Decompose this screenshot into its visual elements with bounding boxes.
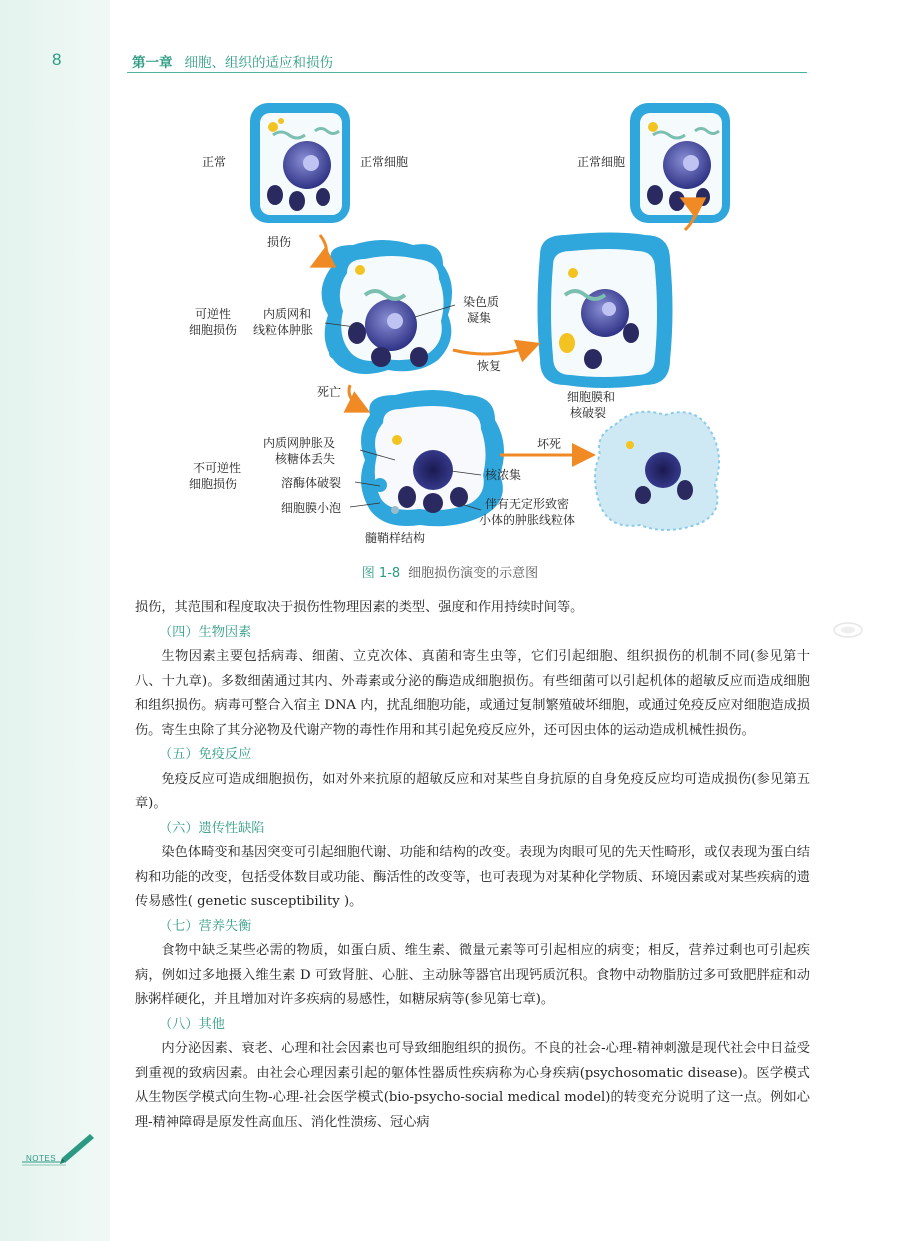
section-heading-nutrition: （七）营养失衡: [159, 918, 252, 934]
label-death: 死亡: [317, 385, 342, 399]
recovering-cell: [538, 233, 673, 389]
caption-number: 图 1-8: [361, 566, 401, 581]
label-normal: 正常: [202, 155, 227, 169]
label-bleb: 细胞膜小泡: [281, 501, 342, 515]
label-er-ribosome-2: 核糖体丢失: [275, 452, 336, 466]
label-er-mito-1: 内质网和: [263, 307, 312, 321]
label-membrane-nucleus-2: 核破裂: [570, 406, 607, 420]
section-heading-other: （八）其他: [159, 1016, 225, 1032]
chapter-title: 细胞、组织的适应和损伤: [184, 55, 333, 71]
label-er-mito-2: 线粒体肿胀: [253, 323, 314, 337]
label-lysosome: 溶酶体破裂: [281, 476, 342, 490]
running-header: [132, 51, 333, 71]
label-reversible-1: 可逆性: [195, 307, 232, 321]
irreversible-injury-cell: [361, 390, 504, 526]
label-er-ribosome-1: 内质网肿胀及: [263, 436, 336, 450]
label-irreversible-2: 细胞损伤: [189, 477, 238, 491]
label-reversible-2: 细胞损伤: [189, 323, 238, 337]
label-myelin: 髓鞘样结构: [365, 531, 426, 545]
label-membrane-nucleus-1: 细胞膜和: [567, 390, 616, 404]
normal-cell-left: [250, 103, 350, 223]
paragraph-other: 内分泌因素、衰老、心理和社会因素也可导致细胞组织的损伤。不良的社会-心理-精神刺激是现代社会中日益受到重视的致病因素。由社会心理因素引起的躯体性器质性疾病称为心身疾病(psychosomatic disease)。医学模式从生物医学模式向生物-心理-社会医学模式(bio-psycho-social medical model)的转变充分说明了这一点。例如心理-精神障碍是原发性高血压、消化性溃疡、冠心病: [135, 1041, 810, 1130]
section-heading-immune: （五）免疫反应: [159, 747, 252, 762]
section-heading-genetic: （六）遗传性缺陷: [159, 820, 265, 836]
label-amorphous-1: 伴有无定形致密: [485, 497, 570, 511]
label-recovery: 恢复: [477, 359, 502, 373]
chapter-number: 第一章: [132, 55, 173, 71]
notes-marker: [22, 1128, 102, 1168]
header-rule: [127, 72, 807, 73]
reversible-injury-cell: [322, 240, 452, 374]
paragraph-genetic: 染色体畸变和基因突变可引起细胞代谢、功能和结构的改变。表现为肉眼可见的先天性畸形，或仅表现为蛋白结构和功能的改变，包括受体数目或功能、酶活性的改变等，也可表现为对某种化学物质、环境因素或对某些疾病的遗传易感性( genetic susceptibility )。: [135, 845, 810, 909]
watermark-icon: [832, 621, 864, 639]
margin-strip: [0, 0, 110, 1241]
paragraph-immune: 免疫反应可造成细胞损伤，如对外来抗原的超敏反应和对某些自身抗原的自身免疫反应均可造成损伤(参见第五章)。: [135, 771, 810, 811]
label-pyknosis: 核浓集: [485, 468, 522, 482]
caption-text: 细胞损伤演变的示意图: [408, 566, 539, 581]
label-irreversible-1: 不可逆性: [193, 461, 242, 475]
label-normal-cell-right: 正常细胞: [577, 155, 626, 169]
page-number: 8: [52, 50, 62, 69]
section-heading-biological: （四）生物因素: [159, 624, 252, 640]
label-chromatin-1: 染色质: [463, 295, 500, 309]
paragraph-continued: 损伤，其范围和程度取决于损伤性物理因素的类型、强度和作用持续时间等。: [135, 600, 584, 615]
paragraph-biological: 生物因素主要包括病毒、细菌、立克次体、真菌和寄生虫等，它们引起细胞、组织损伤的机制不同(参见第十八、十九章)。多数细菌通过其内、外毒素或分泌的酶造成细胞损伤。有些细菌可以引起机体的超敏反应而造成细胞和组织损伤。病毒可整合入宿主 DNA 内，扰乱细胞功能，或通过复制繁殖破坏细胞，或通过免疫反应对细胞造成损伤。寄生虫除了其分泌物及代谢产物的毒性作用和其引起免疫反应外，还可因虫体的运动造成机械性损伤。: [135, 649, 810, 738]
label-necrosis: 坏死: [537, 437, 562, 451]
necrotic-cell: [595, 412, 719, 530]
cell-injury-figure: [185, 95, 745, 550]
label-injury: 损伤: [267, 235, 292, 249]
body-text: [135, 596, 810, 1135]
label-chromatin-2: 凝集: [467, 311, 492, 325]
label-normal-cell: 正常细胞: [360, 155, 409, 169]
notes-label: NOTES: [26, 1154, 57, 1163]
normal-cell-right: [630, 103, 730, 223]
figure-caption: [0, 562, 900, 581]
label-amorphous-2: 小体的肿胀线粒体: [479, 513, 576, 527]
paragraph-nutrition: 食物中缺乏某些必需的物质，如蛋白质、维生素、微量元素等可引起相应的病变；相反，营养过剩也可引起疾病，例如过多地摄入维生素 D 可致肾脏、心脏、主动脉等器官出现钙质沉积。食物中动物脂肪过多可致肥胖症和动脉粥样硬化，并且增加对许多疾病的易感性，如糖尿病等(参见第七章)。: [135, 943, 810, 1007]
